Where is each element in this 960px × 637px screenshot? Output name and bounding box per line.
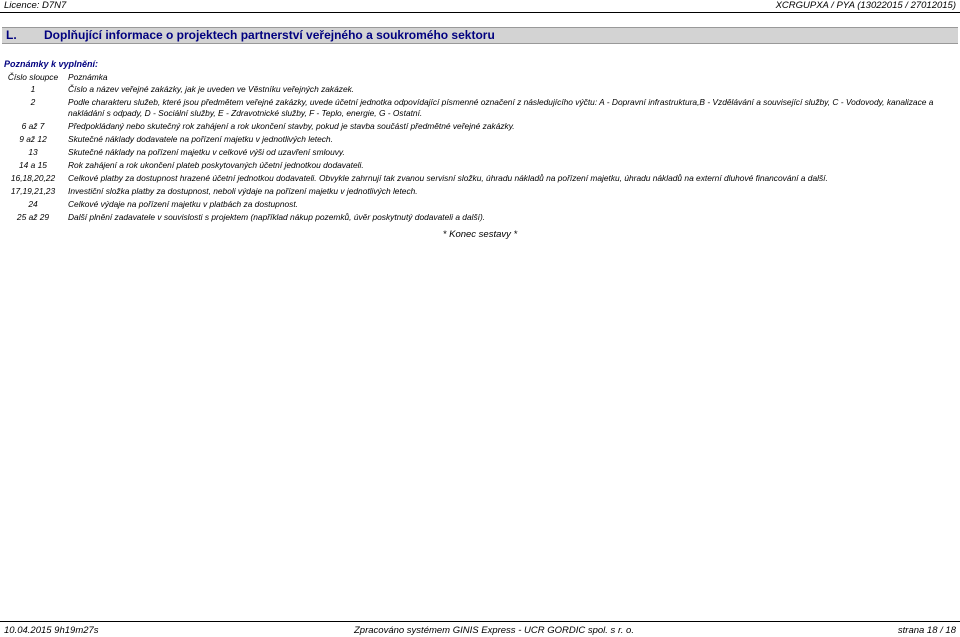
row-note: Podle charakteru služeb, které jsou předmětem veřejné zakázky, uvede účetní jednotka odpovídající písmenné označení z následujícího výčtu: A - Dopravní infrastruktura,B - Vzdělávání a související služby, C - Vodovody, kanalizace a nakládání s odpady, D - Sociální služby, E - Zdravotnické služby, F - Teplo, energie, G - Ostatní. (68, 97, 934, 118)
notes-table-header (4, 72, 958, 84)
end-of-report (0, 229, 960, 240)
row-number: 17,19,21,23 (10, 185, 56, 196)
footer-timestamp: 10.04.2015 9h19m27s (4, 625, 99, 636)
row-number: 16,18,20,22 (10, 172, 56, 183)
column-note-header: Poznámka (68, 72, 108, 82)
section-title: Doplňující informace o projektech partnerství veřejného a soukromého sektoru (44, 28, 495, 42)
notes-table (4, 72, 958, 225)
row-note: Rok zahájení a rok ukončení plateb poskytovaných účetní jednotkou dodavateli. (68, 159, 364, 170)
row-note: Číslo a název veřejné zakázky, jak je uveden ve Věstníku veřejných zakázek. (68, 84, 355, 94)
table-row (4, 147, 958, 160)
row-note: Skutečné náklady na pořízení majetku v celkové výši od uzavření smlouvy. (68, 146, 345, 157)
end-of-report-label: * Konec sestavy * (442, 229, 518, 240)
row-note: Další plnění zadavatele v souvislosti s projektem (například nákup pozemků, úvěr poskytnutý dodavateli a další). (68, 211, 486, 222)
table-row (4, 199, 958, 212)
footer-divider (0, 621, 960, 622)
table-row (4, 186, 958, 199)
header-divider (0, 12, 960, 13)
row-number: 14 a 15 (19, 159, 47, 170)
page-header (0, 0, 960, 11)
row-note: Celkové výdaje na pořízení majetku v platbách za dostupnost. (68, 198, 298, 209)
row-number: 25 až 29 (16, 211, 50, 222)
table-row (4, 160, 958, 173)
row-note: Předpokládaný nebo skutečný rok zahájení a rok ukončení stavby, pokud je stavba součástí předmětné veřejné zakázky. (68, 120, 515, 131)
table-row (4, 97, 958, 121)
license-label: Licence: D7N7 (4, 0, 67, 11)
table-row (4, 134, 958, 147)
row-number: 2 (30, 97, 36, 107)
table-row (4, 173, 958, 186)
row-note: Investiční složka platby za dostupnost, neboli výdaje na pořízení majetku v jednotlivých letech. (68, 185, 418, 196)
row-number: 6 až 7 (21, 120, 45, 131)
table-row (4, 121, 958, 134)
row-number: 9 až 12 (19, 133, 47, 144)
table-row (4, 84, 958, 97)
section-letter: L. (6, 28, 17, 42)
section-title-bar (2, 27, 958, 44)
report-code: XCRGUPXA / PYA (13022015 / 27012015) (775, 0, 956, 11)
page-footer (0, 625, 960, 636)
column-number-header: Číslo sloupce (7, 72, 59, 82)
notes-heading: Poznámky k vyplnění: (4, 59, 99, 69)
row-note: Skutečné náklady dodavatele na pořízení majetku v jednotlivých letech. (68, 133, 333, 144)
row-note: Celkové platby za dostupnost hrazené účetní jednotkou dodavateli. Obvykle zahrnují tak zvanou servisní složku, úhradu nákladů na pořízení majetku, úhradu nákladů na externí dluhové financování a další. (68, 172, 828, 183)
row-number: 1 (30, 84, 36, 94)
row-number: 24 (28, 198, 38, 209)
footer-processed-by: Zpracováno systémem GINIS Express - UCR GORDIC spol. s r. o. (354, 625, 634, 636)
table-row (4, 212, 958, 225)
page-number: strana 18 / 18 (897, 625, 956, 636)
row-number: 13 (28, 146, 38, 157)
